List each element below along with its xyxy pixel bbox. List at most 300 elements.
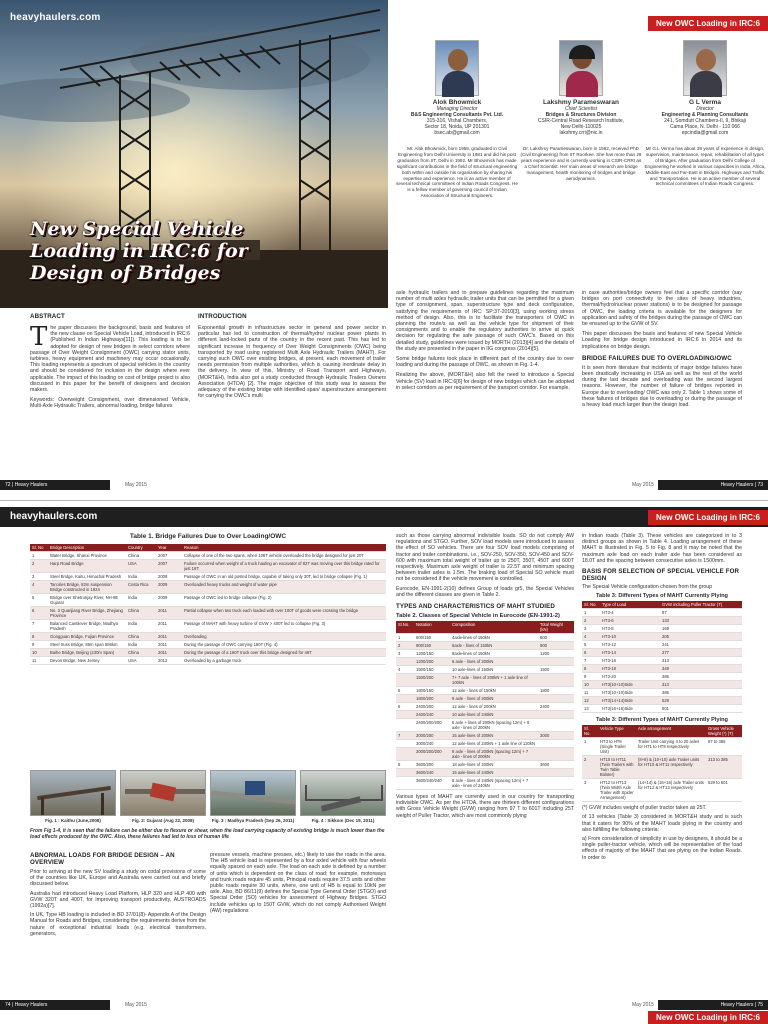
- brand-logo: heavyhaulers.com: [10, 12, 101, 23]
- table-cell: USA: [126, 560, 156, 573]
- table-cell: Gongguan Bridge, Fujian Province: [48, 633, 126, 641]
- author-role: Director: [696, 106, 714, 112]
- table-cell: China: [126, 552, 156, 560]
- bridge-failures-table: [30, 544, 386, 665]
- table-cell: [396, 740, 414, 748]
- table-cell: 385: [660, 689, 742, 697]
- table-cell: 2009: [156, 594, 182, 607]
- table-title: Table 2. Classes of Special Vehicle in Eurocode (EN-1991-2): [396, 613, 560, 620]
- table-cell: 1: [582, 738, 598, 756]
- table-cell: 4: [30, 581, 48, 594]
- table-cell: 4axle-lines of 150kN: [450, 634, 538, 642]
- table-cell: 8: [582, 665, 600, 673]
- table-cell: Passage of OWC in an old posted bridge, capable of taking only 30T, led to bridge collapse (Fig. 1): [182, 573, 386, 581]
- drop-cap: T: [30, 322, 48, 352]
- author-card: [644, 40, 766, 187]
- table-cell: [396, 674, 414, 687]
- table-cell: [396, 748, 414, 761]
- table-cell: [396, 695, 414, 703]
- table-cell: 529 to 601: [706, 779, 742, 802]
- column-header: Sl. No: [30, 544, 48, 552]
- table-cell: 3000: [538, 732, 574, 740]
- table-cell: Steel Bridge, Kaitu, Himachal Pradesh: [48, 573, 126, 581]
- author-email: lakshmy.crri@nic.in: [559, 130, 603, 136]
- author-photo: [559, 40, 603, 96]
- paragraph: Eurocode, EN-1991-2(10) defines Group of loads gr5, the Special Vehicles and the different classes are given in Table 2.: [396, 585, 574, 598]
- table-cell: [538, 658, 574, 666]
- table-cell: 2007: [156, 552, 182, 560]
- table-cell: 3600/200: [414, 761, 450, 769]
- author-org: B&S Engineering Consultants Pvt. Ltd.: [410, 112, 504, 118]
- table-row: [396, 732, 574, 740]
- author-bio: Mr. Alok Bhowmick, born 1959, graduated in Civil Engineering from Delhi University in 1981 and did his post graduation from IIT, Delhi in 1992. Mr Bhowmick has made significant contributions in the field of structural engineering both within and outside his organization by sharing his expertise and experience. He is an active member of several technical committees of Indian Roads Congress. He is a fellow member of governing council of Indian Association of Structural Engineers.: [396, 146, 518, 199]
- table-cell: 9: [582, 673, 600, 681]
- table-cell: 1500: [538, 666, 574, 674]
- section-tab: New OWC Loading in IRC:6: [648, 510, 768, 525]
- table-cell: 6 axle - lines of 200kN: [450, 658, 538, 666]
- table-cell: 313: [660, 657, 742, 665]
- table-cell: [396, 719, 414, 732]
- table-cell: 3000/240: [414, 740, 450, 748]
- table-cell: Tarcoles Bridge, 82m suspension Bridge constructed in 1924: [48, 581, 126, 594]
- table-header-row: [582, 725, 742, 738]
- table-cell: No. 3 Quanjiang River Bridge, Zhejiang Province: [48, 607, 126, 620]
- table-row: [30, 657, 386, 665]
- table-cell: 12 axle - lines of 150kN: [450, 687, 538, 695]
- table-cell: 2011: [156, 649, 182, 657]
- author-org: Engineering & Planning Consultants: [661, 112, 749, 118]
- table-cell: HT3-12: [600, 641, 660, 649]
- author-email: bsec.ab@gmail.com: [434, 130, 480, 136]
- table-row: [396, 703, 574, 711]
- spread-divider: [0, 500, 768, 501]
- table-header-row: [396, 621, 574, 634]
- table-cell: 600: [538, 634, 574, 642]
- page-number-bar: 74 | Heavy Haulers: [0, 1000, 110, 1010]
- column-header: Vehicle Type: [598, 725, 636, 738]
- table-cell: HT3(10+10)Side: [600, 681, 660, 689]
- author-photo: [683, 40, 727, 96]
- table-title: Table 3: Different Types of MAHT Currently Plying: [596, 593, 728, 600]
- table-cell: 1200/150: [414, 650, 450, 658]
- table-cell: 2007: [156, 560, 182, 573]
- table-cell: 15 axle-lines of 200kN: [450, 732, 538, 740]
- table-cell: 2: [582, 617, 600, 625]
- table-cell: HT3-10: [600, 633, 660, 641]
- table-cell: [396, 711, 414, 719]
- table-cell: 4: [582, 633, 600, 641]
- page-number-bar: Heavy Haulers | 73: [658, 480, 768, 490]
- author-photo: [435, 40, 479, 96]
- author-name: Lakshmy Parameswaran: [543, 99, 619, 106]
- table-cell: 2: [396, 642, 414, 650]
- table-row: [582, 625, 742, 633]
- table-cell: HT3-4: [600, 609, 660, 617]
- table-cell: India: [126, 620, 156, 633]
- table-cell: 97 to 385: [706, 738, 742, 756]
- table-cell: 5: [30, 594, 48, 607]
- table-row: [396, 777, 574, 790]
- figures-note: From Fig 1-4, it is seen that the failure can be either due to flexure or shear, when the load carrying capacity of existing bridge is much lower than the load effects produced by the OWC. Also, these failures had led to loss of human life: [30, 828, 385, 840]
- table-cell: HT3-6: [600, 617, 660, 625]
- figure-caption: Fig. 2: Gujarat (Aug 22, 2009): [131, 818, 194, 823]
- paragraph: In UK, Type HB loading is included in BD 37/01(8)- Appendix A of the Design Manual for Roads and Bridges, considering the requirements derive from the nature of exceptional industrial loads (e.g. electrical transformers, generators,: [30, 912, 206, 937]
- table-cell: 8: [30, 633, 48, 641]
- table-cell: 601: [660, 705, 742, 713]
- table-cell: 2400/240: [414, 711, 450, 719]
- table-cell: 277: [660, 649, 742, 657]
- hero-title-line: Loading in IRC:6 for: [30, 240, 248, 262]
- table-title: Table 3: Different Types of MAHT Currently Plying: [596, 717, 728, 724]
- table-cell: During the passage of a 160T truck over this bridge designed for 46T: [182, 649, 386, 657]
- table-cell: 1500/150: [414, 666, 450, 674]
- table-cell: HT3-8: [600, 625, 660, 633]
- table-title: Table 1. Bridge Failures Due to Over Loading/OWC: [129, 533, 287, 540]
- figure-caption: Fig. 4 : Sikkom (Dec 19, 2011): [311, 818, 375, 823]
- paragraph: in case authorities/bridge owners feel that a specific corridor (say bridges on port connectivity to the sites of heavy industries, thermal/hydro/nuclear power stations) is to be designed for passage of OWC, the loading criteria is available for the designers for application and safety of the bridges during the passage of OWC can be ensured up to the GVW of SV.: [582, 290, 742, 328]
- table-cell: (8+8) & (10+10) axle Trailer units for HT10 & HT11 respectively: [636, 756, 706, 779]
- magazine-name: Heavy Haulers: [720, 1002, 754, 1008]
- table-cell: 169: [660, 625, 742, 633]
- table-cell: HT3 to HT9 (Single Trailer Unit): [598, 738, 636, 756]
- issue-date: May 2015: [125, 482, 147, 488]
- abstract-text: [30, 322, 190, 394]
- keywords: Keywords: Overweight Consignment, over dimensioned Vehicle, Multi-Axle Hydraulic Trailers, abnormal loading, bridge failures: [30, 397, 190, 410]
- table-header-row: [582, 601, 742, 609]
- table-row: [30, 649, 386, 657]
- paragraph: Prior to arriving at the new SV loading a study on codal provisions of some of the countries like UK, Europe and Australia were carried out and briefly discussed below.: [30, 869, 206, 888]
- table-row: [582, 738, 742, 756]
- figure-caption: Fig. 1 : Kaithu (June,2008): [45, 818, 101, 823]
- abstract-column: [30, 313, 190, 410]
- column-header: Reason: [182, 544, 386, 552]
- table-cell: Bridge over Shetrunjay River, NH-8E Gujarat: [48, 594, 126, 607]
- table-cell: 18 axle-lines of 200kN: [450, 761, 538, 769]
- table-cell: [538, 748, 574, 761]
- table-cell: 900/150: [414, 642, 450, 650]
- table-row: [582, 697, 742, 705]
- table-cell: 8 axle - lines of 200kN (spacing 12m) + 7 axle - lines of 200kN: [450, 748, 538, 761]
- p75-column-1: [396, 533, 574, 819]
- table-cell: 5: [396, 687, 414, 695]
- table-cell: 2012: [156, 657, 182, 665]
- table-row: [582, 633, 742, 641]
- table-cell: 13: [582, 705, 600, 713]
- table-row: [582, 657, 742, 665]
- table-cell: 6: [396, 703, 414, 711]
- table-cell: [538, 740, 574, 748]
- table-cell: HT3(14+14)Side: [600, 697, 660, 705]
- table-cell: 2008: [156, 573, 182, 581]
- table-cell: 1: [30, 552, 48, 560]
- table-cell: 1500/200: [414, 674, 450, 687]
- table-cell: 3000/200/200: [414, 748, 450, 761]
- table-cell: Trailer Unit carrying 4 to 20 axles for HT1 to HT9 respectively: [636, 738, 706, 756]
- table-cell: 529: [660, 697, 742, 705]
- author-address-line: New Delhi-110025: [560, 124, 602, 130]
- table-cell: USA: [126, 657, 156, 665]
- p74-column-1: [30, 852, 206, 937]
- page-number-bar: Heavy Haulers | 75: [658, 1000, 768, 1010]
- table-cell: 2011: [156, 633, 182, 641]
- table-cell: 3: [30, 573, 48, 581]
- p75-column-2: [582, 533, 742, 861]
- table-cell: 3: [582, 625, 600, 633]
- table-cell: Passage of MAHT with heavy turbine of GVW > 400T led to collapse (Fig. 3): [182, 620, 386, 633]
- table-cell: 3600/240: [414, 769, 450, 777]
- table-cell: Water Bridge, Shanxi Province: [48, 552, 126, 560]
- table-row: [396, 666, 574, 674]
- abnormal-loads-heading: ABNORMAL LOADS FOR BRIDGE DESIGN – AN OVERVIEW: [30, 852, 175, 866]
- column-header: Total Weight (kN): [538, 621, 574, 634]
- section-tab: New OWC Loading in IRC:6: [648, 1011, 768, 1024]
- table-cell: [538, 674, 574, 687]
- hero-title-line: New Special Vehicle: [30, 218, 244, 240]
- table-cell: 7: [582, 657, 600, 665]
- table-cell: 10: [582, 681, 600, 689]
- author-role: Chief Scientist: [565, 106, 597, 112]
- author-address-line: CSIR-Central Road Research Institute,: [537, 118, 625, 124]
- table-cell: 3600/240/240: [414, 777, 450, 790]
- column-header: Country: [126, 544, 156, 552]
- table-cell: China: [126, 607, 156, 620]
- table-cell: 1: [582, 609, 600, 617]
- table-row: [396, 719, 574, 732]
- table-cell: Failure occurred when weight of a truck hauling an excavator of 82T was moving over this bridge rated for just 16T.: [182, 560, 386, 573]
- table-cell: [396, 769, 414, 777]
- table-row: [30, 581, 386, 594]
- table-cell: 6: [30, 607, 48, 620]
- table-cell: Devon Bridge, New Jersey: [48, 657, 126, 665]
- table-cell: 2009: [156, 581, 182, 594]
- table-row: [30, 620, 386, 633]
- table-cell: 6: [582, 649, 600, 657]
- table-cell: 600/150: [414, 634, 450, 642]
- table-cell: Passage of OWC led to bridge collapse (Fig. 2): [182, 594, 386, 607]
- table-cell: 9: [30, 641, 48, 649]
- table-row: [30, 594, 386, 607]
- table-cell: 1800: [538, 687, 574, 695]
- table-row: [30, 552, 386, 560]
- table-row: [582, 673, 742, 681]
- table-cell: Harp Road Bridge: [48, 560, 126, 573]
- paragraph: The Special Vehicle configuration chosen from the group: [582, 584, 713, 591]
- bridge-failure-photo: [120, 770, 206, 816]
- author-card: [396, 40, 518, 199]
- table-cell: 1: [396, 634, 414, 642]
- table-row: [396, 740, 574, 748]
- table-row: [582, 756, 742, 779]
- table-cell: 3: [396, 650, 414, 658]
- table-cell: 2011: [156, 620, 182, 633]
- table-cell: [538, 769, 574, 777]
- column-header: Gross Vehicle Weight (*) (T): [706, 725, 742, 738]
- table-row: [582, 641, 742, 649]
- table-row: [396, 769, 574, 777]
- author-address-line: 315-316, Vishal Chambers,: [426, 118, 488, 124]
- bridge-failure-photo: [300, 770, 386, 816]
- hero-title-line: Design of Bridges: [30, 262, 221, 284]
- abstract-body: he paper discusses the background, basis and features of the new clause on Special Vehicle Load, introduced in IRC:6 (Published in Indian Highways[11]). This loading is to be adopted for design of new bridges in select corridors where passage of Over Weight Consignment (OWC) carrying stator units, turbines, heavy equipment and machinery may occur occasionally. This loading represents a spectrum of special vehicles in the country and should be considered for inclusion in the design where ever applicable. The impact of this loading on cost of bridge project is also discussed in this paper for the benefit of designers and decision makers.: [30, 325, 190, 394]
- table-cell: HT3-18: [600, 665, 660, 673]
- table-cell: [538, 711, 574, 719]
- table-cell: Collapse of one of the two spans, when 108T vehicle overloaded the bridge designed for just 20T: [182, 552, 386, 560]
- table-cell: Overloading: [182, 633, 386, 641]
- table-cell: India: [126, 573, 156, 581]
- table-cell: 205: [660, 633, 742, 641]
- column-header: Type of Load: [600, 601, 660, 609]
- table-cell: 6 axle + lines of 200kN (spacing 12m) + 6 axle - lines of 200kN: [450, 719, 538, 732]
- paragraph: This paper discusses the basis and features of new Special Vehicle Loading for bridge design introduced in IRC:6 in 2014 and its implications on bridge design.: [582, 331, 742, 350]
- author-name: G L Verma: [688, 99, 722, 106]
- author-email: epcindia@gmail.com: [681, 130, 729, 136]
- table-cell: 11: [582, 689, 600, 697]
- page-number: 73: [757, 482, 763, 488]
- paragraph: It is seen from literature that incidents of major bridge failures have been drastically increasing in USA as well as the rest of the world during the last decade and overloading was the second largest reasons. However, the number of failure of bridges reported in Europe due to overloading/ OWC was only 2. Table 1 shows some of these failures of bridges due to overloading or during the passage of a heavy load much larger than the design load.: [582, 364, 742, 409]
- table-1: [30, 533, 386, 665]
- maht-types-table: [582, 601, 742, 713]
- table-cell: [538, 719, 574, 732]
- table-cell: HT3-14: [600, 649, 660, 657]
- table-cell: 3000/200: [414, 732, 450, 740]
- table-cell: 5: [582, 641, 600, 649]
- table-row: [396, 634, 574, 642]
- brand-logo: heavyhaulers.com: [10, 511, 98, 522]
- table-cell: 10 axle-lines of 150kN: [450, 666, 538, 674]
- table-row: [582, 779, 742, 802]
- column-header: Axle arrangement: [636, 725, 706, 738]
- paragraph: pressure vessels, machine presses, etc.) likely to use the roads in the area. The HB vehicle load is represented by a four axled vehicle with four wheels equally spaced on each axle. The load on each axle is defined by a number of units which is dependent on the class of road; for example, motorways and trunk roads require 45 units, Principal roads require 37.5 units and other public roads require 30 units, where, one unit of HB is equal to 10kN per axle. Also, BD 86/11(9) defines the Special Type General Order (STGO) and Special Order (SO) vehicles for assessment of Highway Bridges. STGO include vehicles up to 150T GVW, which do not comply Authorised Weight (AW) regulations: [210, 852, 386, 914]
- table-row: [396, 674, 574, 687]
- table-cell: 313 to 385: [706, 756, 742, 779]
- p73-column-1: [396, 290, 574, 391]
- table-row: [582, 705, 742, 713]
- author-address-line: Sector 18, Noida, UP 201301: [424, 124, 490, 130]
- issue-date: May 2015: [632, 1002, 654, 1008]
- table-cell: [396, 658, 414, 666]
- table-cell: 6axle - lines of 150kN: [450, 642, 538, 650]
- paragraph: in Indian roads (Table 3). These vehicles are categorized in to 3 distinct groups as shown in Table 4. Loading arrangement of these MAHT is illustrated in Fig. 5 to Fig. 8 and it may be noted that the maximum axle load on each trailer axle has been considered as 18.0T and the spacing between consecutive axles is 1500mm.: [582, 533, 742, 564]
- paragraph: axle hydraulic trailers and to prepare guidelines regarding the maximum number of multi axles hydraulic trailer units that can be permitted for a given type of consignment, span, superstructure type and deck configuration, satisfying the requirements of IRC: SP:37-2010[3], using working stress method of design. Also, this is to facilitate the transporters of OWC in planning the route/s as well as the vehicle type for shipment of their consignments and to enable the regulatory authorities to arrive at quick decision for regulating the safe passage of such OWC's. Based on this detailed study, guidelines were issued by MORTH (2013)[4] and the details of the study are presented in the paper in IIG congress (2014)[5].: [396, 290, 574, 352]
- issue-date: May 2015: [125, 1002, 147, 1008]
- table-row: [396, 687, 574, 695]
- table-cell: (14+14) & (16+16) axle Trailer units for HT12 & HT13 respectively: [636, 779, 706, 802]
- table-cell: 2400/200/200: [414, 719, 450, 732]
- column-header: Bridge Description: [48, 544, 126, 552]
- table-row: [396, 748, 574, 761]
- table-cell: 10: [30, 649, 48, 657]
- table-cell: HT3-20: [600, 673, 660, 681]
- table-cell: 1200: [538, 650, 574, 658]
- table-cell: 2: [582, 756, 598, 779]
- page-number: 72: [5, 482, 11, 488]
- bridge-failures-heading: BRIDGE FAILURES DUE TO OVERLOADING/OWC: [582, 354, 732, 362]
- p74-column-2: [210, 852, 386, 914]
- paragraph: Realizing the above, (MORT&H) also felt the need to introduce a Special Vehicle (SV) load in IRC:6[6] for design of new bridges which can be adopted in select corridors as per requirement of the transport corridor. For example,: [396, 372, 574, 391]
- table-row: [582, 649, 742, 657]
- table-row: [30, 573, 386, 581]
- basis-heading: BASIS FOR SELECTION OF SPECIAL VEHICLE FOR DESIGN: [582, 568, 740, 583]
- p73-column-2: [582, 290, 742, 408]
- magazine-name: Heavy Haulers: [14, 1002, 48, 1008]
- section-tab: New OWC Loading in IRC:6: [648, 16, 768, 31]
- paragraph: Some bridge failures took place in different part of the country due to over loading and during the passage of OWC, as shown in Fig. 1-4.: [396, 356, 574, 369]
- table-row: [30, 641, 386, 649]
- author-name: Alok Bhowmick: [432, 99, 482, 106]
- table-row: [582, 609, 742, 617]
- bridge-failure-photo: [30, 770, 116, 816]
- table-cell: 313: [660, 681, 742, 689]
- table-cell: Steel truss Bridge, 85m span 586km: [48, 641, 126, 649]
- table-cell: Overloaded by a garbage truck: [182, 657, 386, 665]
- table-cell: 3: [582, 779, 598, 802]
- page-number: 75: [757, 1002, 763, 1008]
- hero-title: [30, 218, 248, 284]
- table-cell: HT3-16: [600, 657, 660, 665]
- table-row: [396, 658, 574, 666]
- table-cell: India: [126, 594, 156, 607]
- figure-row: [30, 770, 386, 816]
- column-header: GVW including Puller Tractor (T): [660, 601, 742, 609]
- column-header: Sl. No.: [582, 725, 598, 738]
- table-header-row: [30, 544, 386, 552]
- table-cell: 2011: [156, 607, 182, 620]
- table-cell: 7: [396, 732, 414, 740]
- table-cell: [538, 695, 574, 703]
- table-cell: Balanced Cantilever Bridge, Madhya Pradesh: [48, 620, 126, 633]
- table-cell: 2011: [156, 641, 182, 649]
- table-cell: 7: [30, 620, 48, 633]
- table-cell: 385: [660, 673, 742, 681]
- types-heading: TYPES AND CHARACTERISTICS OF MAHT STUDIED: [396, 603, 555, 611]
- table-cell: 1800/150: [414, 687, 450, 695]
- paragraph: Various types of MAHT are currently used in our country for transporting indivisible OWC. As per the HTOA, there are thirteen different configurations with Gross Vehicle Weight (GVW) ranging from 97 T to 601T including 25T weight of Puller Tractor, which are most commonly plying: [396, 794, 574, 819]
- table-row: [396, 711, 574, 719]
- table-row: [30, 607, 386, 620]
- author-org: Bridges & Structures Division: [545, 112, 617, 118]
- magazine-name: Heavy Haulers: [720, 482, 754, 488]
- table-cell: 12: [582, 697, 600, 705]
- table-row: [396, 650, 574, 658]
- table-cell: 12 axle-lines of 240kN + 1 axle line of 120kN: [450, 740, 538, 748]
- table-cell: HT3(16+16)Side: [600, 705, 660, 713]
- column-header: Notation: [414, 621, 450, 634]
- page-number-bar: 72 | Heavy Haulers: [0, 480, 110, 490]
- table-cell: Overloaded heavy trucks and weight of water pipe: [182, 581, 386, 594]
- table-cell: [538, 777, 574, 790]
- author-bio: Dr. Lakshmy Parameswaran, born in 1962, received PhD (Civil Engineering) from IIT Roorkee. She has more than 28 years experience and is currently working in CSIR-CRRI as a Chief Scientist. Her main areas of research are bridge management, health monitoring of bridges and bridge aerodynamics.: [520, 146, 642, 181]
- table-cell: 15 axle-lines of 240kN: [450, 769, 538, 777]
- column-header: Sl. No.: [582, 601, 600, 609]
- column-header: Composition: [450, 621, 538, 634]
- issue-date: May 2015: [632, 482, 654, 488]
- table-cell: During the passage of OWC carrying 180T (Fig. 4): [182, 641, 386, 649]
- figure-captions: [30, 818, 386, 826]
- bridge-failure-photo: [210, 770, 296, 816]
- table-row: [582, 617, 742, 625]
- table-cell: HT3(10+10)Side: [600, 689, 660, 697]
- abstract-heading: ABSTRACT: [30, 313, 65, 320]
- table-row: [582, 689, 742, 697]
- table-cell: 10 axle-lines of 240kN: [450, 711, 538, 719]
- introduction-text: Exponential growth in infrastructure sector in general and power sector in particular has led to construction of thermal/hydro/ nuclear power plants in different land-locked parts of the country in the recent past. This has led to significant increase in frequency of Over Weight Consignments (OWC) being transported by road using registered Multi Axle Hydraulic Trailers (MAHT). For carrying such OWC over existing bridges, at present, each movement of trailer needs permission from multiple authorities, which is causing inordinate delay in the delivery. In view of this, Ministry of Road Transport and Highways, (MORT&H), India also got a study conducted through Hydraulic Trailers Owners Association (HTOA) [2]. The major objective of this study was to assess the adequacy of the existing bridge with identified span/ superstructure arrangement for carrying the OWC's multi: [198, 325, 386, 400]
- table-row: [582, 681, 742, 689]
- table-cell: 8axle-lines of 150kN: [450, 650, 538, 658]
- column-header: Sl.No.: [396, 621, 414, 634]
- table-cell: 1800/200: [414, 695, 450, 703]
- eurocode-classes-table: [396, 621, 574, 790]
- figure-caption: Fig. 3 : Madhya Pradesh (Sep 26, 2011): [211, 818, 295, 823]
